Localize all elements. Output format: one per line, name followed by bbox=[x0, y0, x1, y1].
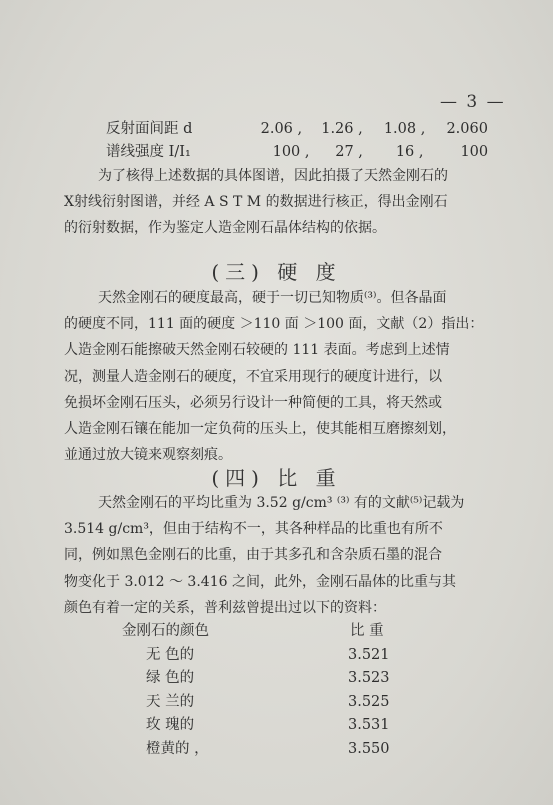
table-row bbox=[124, 738, 484, 762]
paragraph-line: 同，例如黑色金刚石的比重，由于其多孔和含杂质石墨的混合 bbox=[64, 547, 442, 564]
color-density-table bbox=[124, 620, 484, 761]
paragraph-hardness bbox=[64, 285, 522, 468]
paragraph-line: 的硬度不同，111 面的硬度 ＞110 面 ＞100 面，文献（2）指出： bbox=[64, 316, 484, 333]
table-cell-density: 3.523 bbox=[348, 670, 390, 686]
table-row bbox=[124, 714, 484, 738]
paragraph-line: 天然金刚石的平均比重为 3.52 g/cm³ ⁽³⁾ 有的文献⁽⁵⁾记载为 bbox=[98, 495, 465, 511]
table-header-density: 比 重 bbox=[350, 623, 384, 639]
intensity-label: 谱线强度 I/I₁ bbox=[106, 144, 191, 160]
table-cell-color: 绿 色的 bbox=[146, 670, 195, 686]
page-number: — 3 — bbox=[440, 92, 506, 112]
paragraph-line: 为了核得上述数据的具体图谱，因此拍摄了天然金刚石的 bbox=[98, 168, 448, 184]
table-row bbox=[124, 644, 484, 668]
paragraph-line: 天然金刚石的硬度最高，硬于一切已知物质⁽³⁾。但各晶面 bbox=[98, 290, 447, 306]
paragraph-line: 况，测量人造金刚石的硬度，不宜采用现行的硬度计进行，以 bbox=[64, 368, 442, 385]
paragraph-line: 並通过放大镜来观察刻痕。 bbox=[64, 447, 232, 464]
intensity-value: 100 , bbox=[272, 144, 310, 160]
section-title-hardness: (三) 硬 度 bbox=[211, 260, 342, 284]
paragraph-line: 颜色有着一定的关系，普利兹曾提出过以下的资料： bbox=[64, 599, 386, 616]
table-cell-color: 无 色的 bbox=[146, 646, 195, 663]
paragraph-xray bbox=[64, 163, 522, 242]
table-cell-density: 3.525 bbox=[348, 693, 390, 710]
table-cell-density: 3.521 bbox=[348, 646, 390, 663]
d-spacing-row bbox=[70, 122, 520, 137]
table-cell-density: 3.531 bbox=[348, 717, 390, 733]
paragraph-line: 人造金刚石能擦破天然金刚石较硬的 111 表面。考虑到上述情 bbox=[64, 342, 450, 359]
paragraph-line: 免损坏金刚石压头，必须另行设计一种简便的工具，将天然或 bbox=[64, 394, 442, 411]
paragraph-line: X射线衍射图谱，并经 A S T M 的数据进行核正，得出金刚石 bbox=[64, 194, 448, 211]
table-cell-color: 玫 瑰的 bbox=[146, 717, 195, 733]
table-header-color: 金刚石的颜色 bbox=[122, 623, 209, 639]
section-title-density: (四) 比 重 bbox=[211, 466, 342, 490]
paragraph-line: 人造金刚石镶在能加一定负荷的压头上，使其能相互磨擦刻划， bbox=[64, 420, 456, 437]
d-spacing-label: 反射面间距 d bbox=[106, 121, 193, 137]
intensity-row bbox=[70, 145, 520, 160]
paragraph-density bbox=[64, 490, 522, 621]
table-header-row bbox=[124, 620, 484, 644]
table-cell-density: 3.550 bbox=[348, 740, 390, 757]
d-value: 2.06 , bbox=[260, 121, 303, 137]
paragraph-line: 物变化于 3.012 ～ 3.416 之间，此外，金刚石晶体的比重与其 bbox=[64, 573, 456, 590]
intensity-value: 27 , bbox=[335, 144, 363, 160]
table-row bbox=[124, 667, 484, 691]
table-cell-color: 天 兰的 bbox=[146, 693, 195, 710]
table-row bbox=[124, 691, 484, 715]
paragraph-line: 的衍射数据，作为鉴定人造金刚石晶体结构的依据。 bbox=[64, 220, 386, 237]
d-value: 1.08 , bbox=[383, 121, 426, 137]
table-cell-color: 橙黄的 ， bbox=[146, 740, 209, 757]
intensity-value: 100 bbox=[460, 144, 489, 160]
intensity-value: 16 , bbox=[395, 144, 424, 160]
d-value: 1.26 , bbox=[321, 121, 363, 137]
d-value: 2.060 bbox=[446, 121, 488, 137]
paragraph-line: 3.514 g/cm³，但由于结构不一，其各种样品的比重也有所不 bbox=[64, 521, 443, 538]
